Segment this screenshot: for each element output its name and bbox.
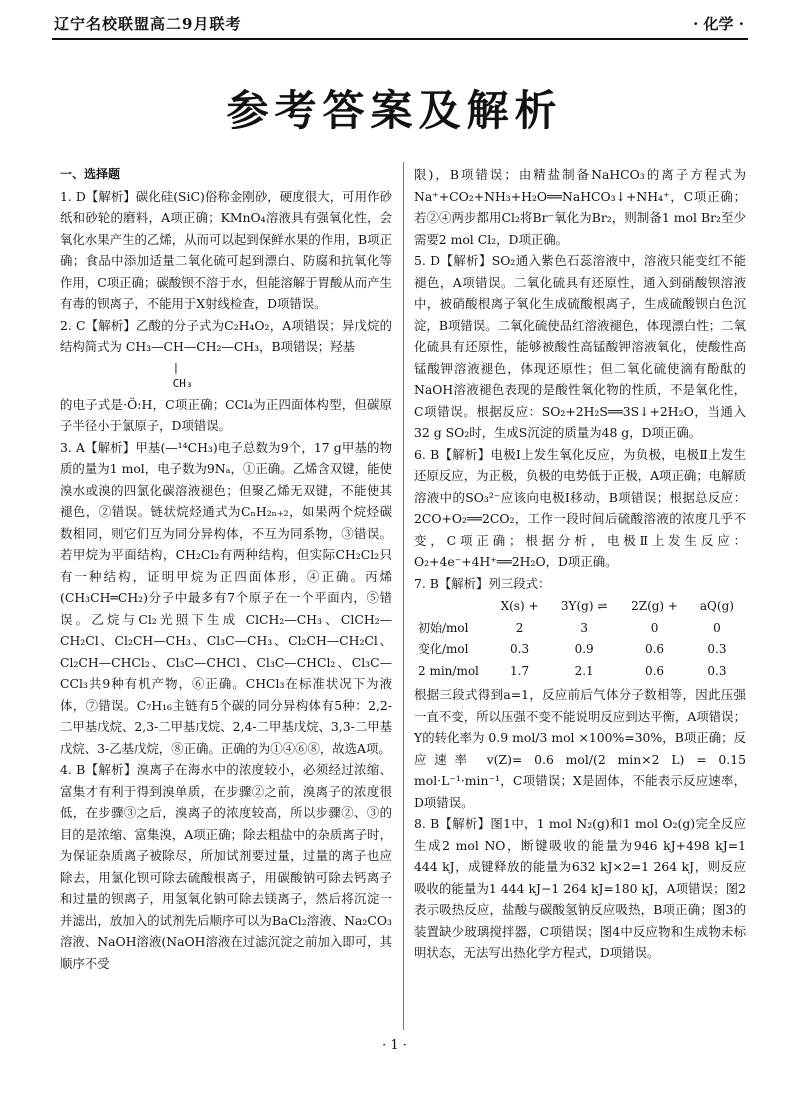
right-column — [414, 164, 746, 964]
table-cell: 0.9 — [574, 642, 594, 656]
table-row — [414, 618, 744, 640]
header-subject: · 化学 · — [693, 15, 744, 33]
answer-6: 6. B【解析】电极Ⅰ上发生氧化反应，为负极，电极Ⅱ上发生还原反应，为正极，负极的电势低于正极，A项正确；电解质溶液中的SO₃²⁻应该向电极Ⅰ移动，B项错误；根据总反应：2CO+O₂══2CO₂，工作一段时间后硫酸溶液的浓度几乎不变，C项正确；根据分析，电极Ⅱ上发生反应：O₂+4e⁻+4H⁺══2H₂O，D项正确。 — [414, 446, 746, 569]
table-row — [414, 596, 744, 618]
header-exam-title: 辽宁名校联盟高二9月联考 — [54, 15, 242, 33]
table-cell: aQ(g) — [699, 599, 734, 613]
table-cell: 初始/mol — [418, 620, 469, 635]
table-cell: 变化/mol — [418, 642, 469, 656]
page-header — [52, 8, 748, 40]
page-number: · 1 · — [382, 1038, 407, 1053]
table-cell: 2 — [515, 620, 524, 635]
answer-2-part2: 的电子式是·Ö:H，C项正确；CCl₄为正四面体构型，但碳原子半径小于氯原子，D项错误。 — [60, 396, 392, 433]
table-cell: 3 — [580, 620, 588, 635]
column-divider — [403, 162, 404, 1030]
answer-5: 5. D【解析】SO₂通入紫色石蕊溶液中，溶液只能变红不能褪色，A项错误。二氧化硫具有还原性，通入到硝酸钡溶液中，被硝酸根离子氧化生成硫酸根离子，生成硫酸钡白色沉淀，B项错误。二氧化硫使品红溶液褪色，体现漂白性；二氧化硫具有还原性，能够被酸性高锰酸钾溶液氧化，使酸性高锰酸钾溶液褪色，体现还原性；但二氧化硫使滴有酚酞的NaOH溶液褪色表现的是酸性氧化物的性质，不是氧化性，C项错误。根据反应：SO₂+2H₂S══3S↓+2H₂O，当通入32 g SO₂时，生成S沉淀的质量为48 g，D项正确。 — [414, 253, 746, 440]
section-heading: 一、选择题 — [60, 167, 121, 181]
answer-8: 8. B【解析】图1中，1 mol N₂(g)和1 mol O₂(g)完全反应生成2 mol NO，断键吸收的能量为946 kJ+498 kJ=1 444 kJ，成键释放的能量为632 kJ×2=1 264 kJ，则反应吸收的能量为1 444 kJ−1 264 kJ=180 kJ，A项错误；图2表示吸热反应，盐酸与碳酸氢钠反应吸热，B项正确；图3的装置缺少玻璃搅拌器，C项错误；图4中反应物和生成物未标明状态，无法写出热化学方程式，D项错误。 — [414, 816, 746, 960]
table-cell: 2.1 — [574, 663, 594, 678]
answer-3: 3. A【解析】甲基(—¹⁴CH₃)电子总数为9个，17 g甲基的物质的量为1 mol，电子数为9Nₐ，①正确。乙烯含双键，能使溴水或溴的四氯化碳溶液褪色；但聚乙烯无双键，不能使其褪色，②错误。链状烷烃通式为CₙH₂ₙ₊₂，如果两个烷烃碳数相同，则它们互为同分异构体，不互为同系物，③错误。若甲烷为平面结构，CH₂Cl₂有两种结构，但实际CH₂Cl₂只有一种结构，证明甲烷为正四面体形，④正确。丙烯(CH₃CH═CH₂)分子中最多有7个原子在一个平面内，⑤错误。乙烷与Cl₂光照下生成 ClCH₂—CH₃、ClCH₂—CH₂Cl、Cl₂CH—CH₃、Cl₃C—CH₃、Cl₂CH—CH₂Cl、Cl₂CH—CHCl₂、Cl₃C—CHCl、Cl₃C—CHCl₂、Cl₃C—CCl₃共9种有机产物，⑥正确。CHCl₃在标准状况下为液体，⑦错误。C₇H₁₆主链有5个碳的同分异构体有5种：2,2-二甲基戊烷、2,3-二甲基戊烷、2,4-二甲基戊烷、3,3-二甲基戊烷、3-乙基戊烷，⑧正确。正确的为①④⑥⑧，故选A项。 — [60, 439, 392, 756]
answer-7-intro: 7. B【解析】列三段式： — [414, 575, 551, 591]
isopentane-branch: | CH₃ — [172, 360, 193, 390]
left-column — [60, 164, 392, 974]
table-cell: 0 — [713, 620, 721, 635]
three-stage-table — [414, 596, 744, 682]
answer-7-analysis: 根据三段式得到a=1，反应前后气体分子数相等，因此压强一直不变，所以压强不变不能说明反应到达平衡，A项错误；Y的转化率为 0.9 mol/3 mol ×100%=30%，B项正确；反应速率 v(Z)= 0.6 mol/(2 min×2 L) = 0.15 mol·L⁻¹·min⁻¹，C项错误；X是固体，不能表示反应速率，D项错误。 — [414, 687, 746, 810]
table-cell: 0.6 — [644, 642, 665, 656]
table-cell: 1.7 — [510, 663, 530, 678]
answer-4-part2: 限)，B项错误；由精盐制备NaHCO₃的离子方程式为Na⁺+CO₂+NH₃+H₂O══NaHCO₃↓+NH₄⁺，C项正确；若②④两步都用Cl₂将Br⁻氧化为Br₂，则制备1 mol Br₂至少需要2 mol Cl₂，D项正确。 — [414, 167, 746, 247]
answer-2-part1: 2. C【解析】乙酸的分子式为C₂H₄O₂，A项错误；异戊烷的结构简式为 CH₃—CH—CH₂—CH₃，B项错误；羟基 — [60, 317, 392, 354]
table-cell: 0.3 — [707, 663, 727, 678]
answer-4-part1: 4. B【解析】溴离子在海水中的浓度较小，必须经过浓缩、富集才有利于得到溴单质，在步骤②之前，溴离子的浓度很低，在步骤③之后，溴离子的浓度较高，所以步骤②、③的目的是浓缩、富集溴，A项正确；除去粗盐中的杂质离子时，为保证杂质离子被除尽，所加试剂要过量，过量的离子也应除去，用氯化钡可除去硫酸根离子，用碳酸钠可除去钙离子和过量的钡离子，用氢氧化钠可除去镁离子，然后将沉淀一并滤出，放加入的试剂先后顺序可以为BaCl₂溶液、Na₂CO₃溶液、NaOH溶液(NaOH溶液在过滤沉淀之前加入即可，其顺序不受 — [60, 762, 392, 971]
answer-1: 1. D【解析】碳化硅(SiC)俗称金刚砂，硬度很大，可用作砂纸和砂轮的磨料，A项正确；KMnO₄溶液具有强氧化性，会氧化水果产生的乙烯，从而可以起到保鲜水果的作用，B项正确；食品中添加适量二氧化硫可起到漂白、防腐和抗氧化等作用，C项正确；碳酸钡不溶于水，但能溶解于胃酸从而产生有毒的钡离子，不能用于X射线检查，D项错误。 — [60, 188, 392, 311]
page-title: 参考答案及解析 — [226, 86, 563, 135]
table-cell — [414, 596, 490, 618]
table-cell: X(s) + — [500, 599, 539, 613]
table-cell: 0.6 — [644, 663, 665, 678]
table-row — [414, 661, 744, 683]
table-cell: 2 min/mol — [418, 663, 479, 678]
table-cell: 0.3 — [707, 642, 727, 656]
table-cell: 0 — [650, 620, 659, 635]
table-cell: 2Z(g) + — [631, 599, 678, 613]
table-cell: 3Y(g) ⇌ — [560, 599, 608, 613]
table-cell: 0.3 — [510, 642, 530, 656]
table-row — [414, 639, 744, 661]
